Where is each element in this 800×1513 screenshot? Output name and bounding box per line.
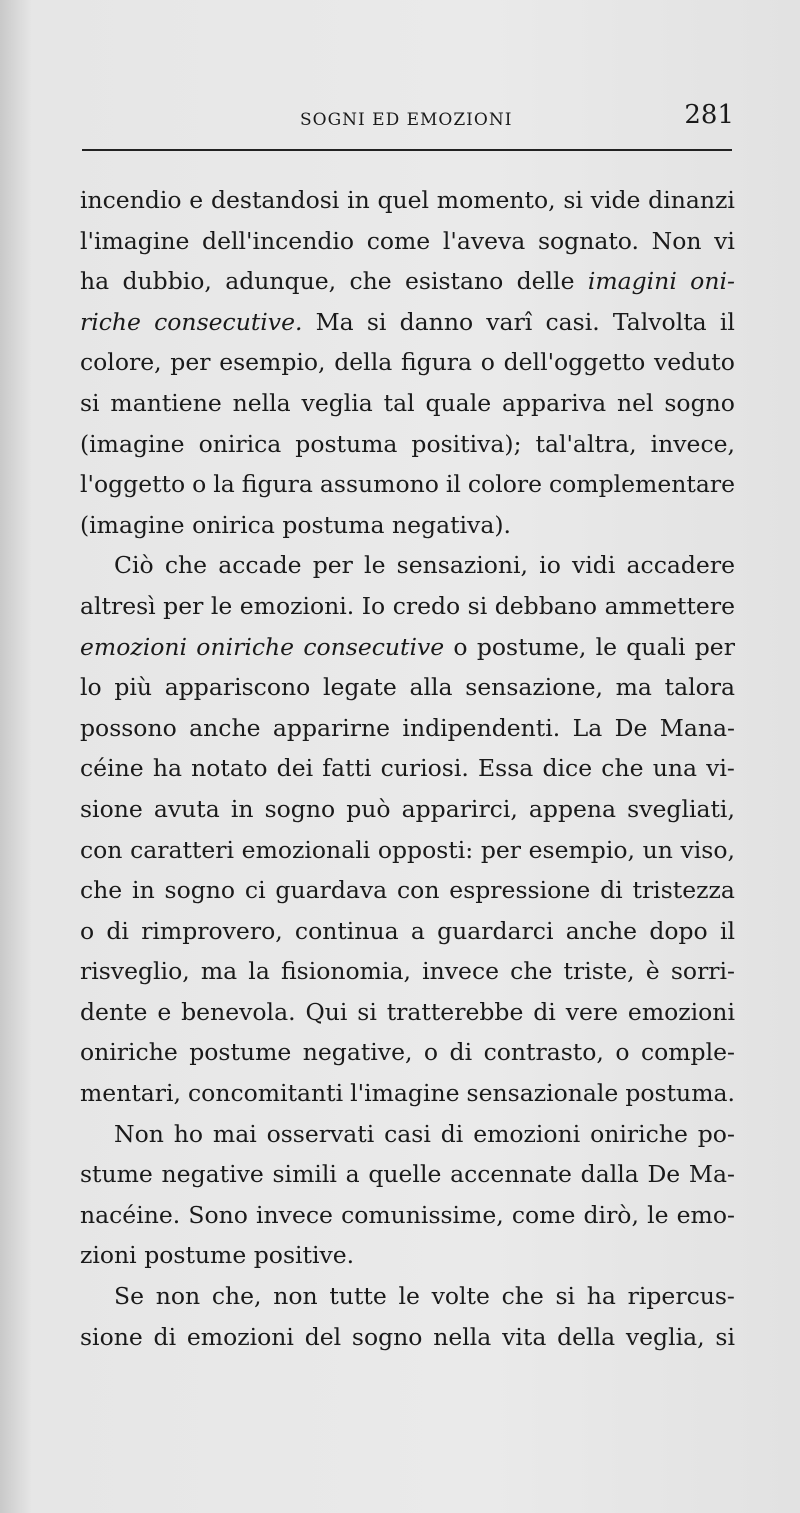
word: che [510, 957, 553, 986]
word: possono [80, 713, 177, 742]
word: ma [615, 673, 652, 702]
word: tal [383, 388, 415, 417]
word: contrasto, [483, 1038, 604, 1067]
word: espressione [449, 876, 591, 905]
word: ammettere [604, 591, 735, 620]
text-line [80, 1073, 735, 1114]
word: più [114, 673, 153, 702]
word: caratteri [130, 835, 235, 864]
text-line [80, 383, 735, 424]
text-line [80, 748, 735, 789]
text-line [80, 870, 735, 911]
word: l'aveva [442, 226, 526, 255]
text-line [80, 830, 735, 871]
word: imagini [587, 267, 677, 296]
page-number: 281 [684, 100, 734, 130]
word: il [445, 470, 461, 499]
word: Qui [305, 997, 348, 1026]
word: viso, [680, 835, 735, 864]
word: dell'incendio [202, 226, 355, 255]
word: De [614, 713, 648, 742]
text-line [80, 992, 735, 1033]
word: dirò, [583, 1200, 639, 1229]
word: talora [664, 673, 735, 702]
word: sione [80, 1322, 143, 1351]
word: a [410, 916, 425, 945]
word: sione [80, 794, 143, 823]
word: sorri- [670, 957, 735, 986]
word: accade [218, 551, 302, 580]
word: continua [294, 916, 399, 945]
word: triste, [563, 957, 635, 986]
word: riche [80, 307, 141, 336]
word: stume [80, 1160, 153, 1189]
word: ha [80, 267, 110, 296]
word: colore, [80, 348, 162, 377]
word: l'imagine [80, 226, 190, 255]
text-line [80, 1154, 735, 1195]
text-line [80, 1032, 735, 1073]
word: appariva [501, 388, 607, 417]
word: di [440, 1119, 464, 1148]
word: nacéine. [80, 1200, 181, 1229]
word: mentari, [80, 1079, 181, 1108]
word: che [80, 876, 123, 905]
word: quel [377, 186, 430, 214]
word: di [449, 1038, 473, 1067]
text-line [80, 627, 735, 668]
word: emozionali [241, 835, 371, 864]
word: le [398, 1282, 420, 1311]
word: esistano [404, 267, 504, 296]
word: dei [276, 754, 314, 783]
word: onirica [198, 429, 282, 458]
word: con [80, 835, 123, 864]
word: non [273, 1282, 318, 1311]
word: o [192, 470, 207, 499]
word: della [557, 1322, 616, 1351]
word: concomitanti [188, 1079, 344, 1108]
word: in [230, 794, 254, 823]
word: e [157, 997, 172, 1026]
word: il [719, 916, 735, 945]
text-line [80, 1195, 735, 1236]
word: consecutive. [154, 307, 303, 336]
word: esempio, [219, 348, 326, 377]
text-line [80, 261, 735, 302]
word: fatti [322, 754, 372, 783]
text-line [80, 545, 735, 586]
text-line [80, 342, 735, 383]
word: avuta [153, 794, 220, 823]
word: per [694, 632, 735, 661]
word: o [423, 1038, 439, 1067]
word: sognato. [537, 226, 639, 255]
word: dinanzi [648, 186, 735, 214]
word: o [453, 632, 468, 661]
text-line [80, 789, 735, 830]
word: quale [425, 388, 492, 417]
word: nella [433, 1322, 492, 1351]
word: ci [244, 876, 266, 905]
page-header [80, 100, 734, 140]
word: apparirci, [401, 794, 518, 823]
word: oniriche [196, 632, 295, 661]
word: oni- [690, 267, 735, 296]
word: anche [189, 713, 261, 742]
word: sensazionale [466, 1079, 619, 1108]
word: Mana- [659, 713, 735, 742]
word: si [715, 1322, 735, 1351]
text-line [80, 1235, 735, 1276]
word: rimprovero, [141, 916, 283, 945]
word: la [213, 470, 235, 499]
word: notato [191, 754, 268, 783]
word: postume [144, 1241, 247, 1270]
header-rule [82, 149, 732, 151]
word: Ciò [114, 551, 154, 580]
word: emozioni [80, 632, 188, 661]
word: po- [697, 1119, 735, 1148]
word: dalla [580, 1160, 639, 1189]
word: sogno [264, 794, 336, 823]
word: tal'altra, [535, 429, 637, 458]
word: invece [422, 957, 500, 986]
word: ripercus- [627, 1282, 735, 1311]
text-line [80, 586, 735, 627]
word: dice [542, 754, 593, 783]
word: sensazione, [465, 673, 603, 702]
word: accennate [450, 1160, 572, 1189]
text-line [80, 911, 735, 952]
word: volte [431, 1282, 490, 1311]
word: dubbio, [122, 267, 212, 296]
word: è [645, 957, 660, 986]
word: varî [486, 307, 533, 336]
word: altresì [80, 591, 156, 620]
text-line [80, 708, 735, 749]
word: oniriche [590, 1119, 688, 1148]
word: vide [590, 186, 641, 214]
word: postuma [295, 429, 398, 458]
text-line [80, 505, 735, 546]
word: Sono [188, 1200, 248, 1229]
text-line [80, 464, 735, 505]
word: destandosi [210, 186, 340, 214]
word: zioni [80, 1241, 137, 1270]
word: assumono [319, 470, 439, 499]
word: che [601, 754, 644, 783]
word: anche [565, 916, 638, 945]
word: per [170, 348, 211, 377]
word: le [210, 591, 233, 620]
word: mantiene [110, 388, 222, 417]
text-line [80, 667, 735, 708]
word: dell'oggetto [503, 348, 646, 377]
word: fisionomia, [280, 957, 411, 986]
word: a [345, 1160, 360, 1189]
word: sogno [664, 388, 735, 417]
text-line [80, 1317, 735, 1358]
word: le [364, 551, 386, 580]
word: io [539, 551, 561, 580]
word: si [357, 997, 377, 1026]
word: la [248, 957, 270, 986]
word: ho [173, 1119, 204, 1148]
word: negative, [302, 1038, 413, 1067]
word: che [501, 1282, 544, 1311]
text-line [80, 951, 735, 992]
text-line [80, 1276, 735, 1317]
word: vi [714, 226, 735, 255]
word: può [346, 794, 391, 823]
word: dente [80, 997, 148, 1026]
word: che [349, 267, 392, 296]
word: nel [616, 388, 654, 417]
word: delle [516, 267, 575, 296]
word: si [563, 186, 583, 214]
word: emozioni [627, 997, 735, 1026]
word: veduto [653, 348, 735, 377]
word: incendio [80, 186, 182, 214]
word: adunque, [225, 267, 337, 296]
word: appariscono [164, 673, 311, 702]
word: con [397, 876, 440, 905]
word: mai [212, 1119, 257, 1148]
word: Non [114, 1119, 164, 1148]
word: comple- [640, 1038, 735, 1067]
word: alla [409, 673, 453, 702]
running-head: SOGNI ED EMOZIONI [300, 110, 513, 130]
text-line [80, 180, 735, 221]
word: vere [565, 997, 619, 1026]
word: emozioni [473, 1119, 581, 1148]
text-line [80, 424, 735, 465]
word: di [600, 876, 623, 905]
word: che, [211, 1282, 262, 1311]
word: negativa). [392, 510, 511, 539]
word: Se [114, 1282, 145, 1311]
word: o [480, 348, 495, 377]
word: del [304, 1322, 342, 1351]
word: oniriche [80, 1038, 178, 1067]
word: danno [399, 307, 474, 336]
word: che [164, 551, 208, 580]
word: per [312, 551, 353, 580]
word: positiva); [411, 429, 522, 458]
word: Io [361, 591, 386, 620]
word: e [189, 186, 204, 214]
text-line [80, 221, 735, 262]
word: emozioni [186, 1322, 294, 1351]
word: Ma [315, 307, 354, 336]
word: curiosi. [380, 754, 469, 783]
word: veglia, [625, 1322, 705, 1351]
word: negative [161, 1160, 264, 1189]
word: le [647, 1200, 669, 1229]
word: si [467, 591, 488, 620]
word: colore [467, 470, 543, 499]
word: simili [272, 1160, 337, 1189]
word: credo [392, 591, 461, 620]
word: sogno [164, 876, 236, 905]
word: un [642, 835, 673, 864]
word: ha [586, 1282, 616, 1311]
word: non [155, 1282, 201, 1311]
word: si [366, 307, 387, 336]
word: o [615, 1038, 630, 1067]
word: o [80, 916, 95, 945]
word: guardava [275, 876, 388, 905]
word: di [533, 997, 556, 1026]
word: opposti: [377, 835, 474, 864]
word: onirica [192, 510, 275, 539]
word: per [163, 591, 204, 620]
word: momento, [436, 186, 556, 214]
word: (imagine [80, 510, 185, 539]
word: La [572, 713, 603, 742]
word: benevola. [181, 997, 296, 1026]
word: legate [322, 673, 397, 702]
word: quelle [368, 1160, 442, 1189]
word: emo- [676, 1200, 735, 1229]
word: dopo [649, 916, 708, 945]
word: Non [651, 226, 702, 255]
word: nella [232, 388, 291, 417]
word: (imagine [80, 429, 185, 458]
word: postume [189, 1038, 292, 1067]
word: il [719, 307, 735, 336]
word: ha [152, 754, 182, 783]
word: si [555, 1282, 576, 1311]
word: per [480, 835, 521, 864]
word: come [511, 1200, 576, 1229]
word: si [80, 388, 100, 417]
word: veglia [301, 388, 373, 417]
word: complementare [549, 470, 735, 499]
text-line [80, 1114, 735, 1155]
word: tristezza [632, 876, 735, 905]
word: guardarci [437, 916, 554, 945]
word: tratterebbe [386, 997, 524, 1026]
word: De [647, 1160, 681, 1189]
word: consecutive [303, 632, 445, 661]
word: figura [400, 348, 473, 377]
word: vi- [706, 754, 735, 783]
word: l'oggetto [80, 470, 186, 499]
word: sogno [351, 1322, 423, 1351]
word: invece [256, 1200, 333, 1229]
word: postuma [282, 510, 385, 539]
word: Ma- [688, 1160, 735, 1189]
word: l'imagine [350, 1079, 460, 1108]
word: invece, [650, 429, 735, 458]
word: apparirne [272, 713, 391, 742]
word: postume, [476, 632, 587, 661]
word: come [366, 226, 431, 255]
body-text [80, 180, 735, 1357]
word: tutte [329, 1282, 387, 1311]
word: postuma. [625, 1079, 735, 1108]
word: le [595, 632, 618, 661]
word: della [334, 348, 393, 377]
word: lo [80, 673, 102, 702]
word: in [132, 876, 155, 905]
word: indipendenti. [402, 713, 561, 742]
word: appena [528, 794, 617, 823]
word: sensazioni, [396, 551, 528, 580]
word: osservati [266, 1119, 375, 1148]
word: una [652, 754, 697, 783]
word: céine [80, 754, 144, 783]
word: risveglio, [80, 957, 190, 986]
word: figura [241, 470, 313, 499]
word: in [347, 186, 370, 214]
word: esempio, [528, 835, 635, 864]
word: accadere [626, 551, 735, 580]
word: debbano [494, 591, 598, 620]
word: casi [384, 1119, 431, 1148]
word: Essa [478, 754, 534, 783]
word: Talvolta [612, 307, 707, 336]
word: di [106, 916, 129, 945]
text-line [80, 302, 735, 343]
word: vidi [572, 551, 616, 580]
word: quali [626, 632, 686, 661]
word: vita [502, 1322, 547, 1351]
word: positive. [253, 1241, 355, 1270]
word: di [153, 1322, 177, 1351]
word: emozioni. [239, 591, 355, 620]
word: ma [200, 957, 238, 986]
word: casi. [545, 307, 600, 336]
word: comunissime, [341, 1200, 504, 1229]
word: svegliati, [627, 794, 735, 823]
